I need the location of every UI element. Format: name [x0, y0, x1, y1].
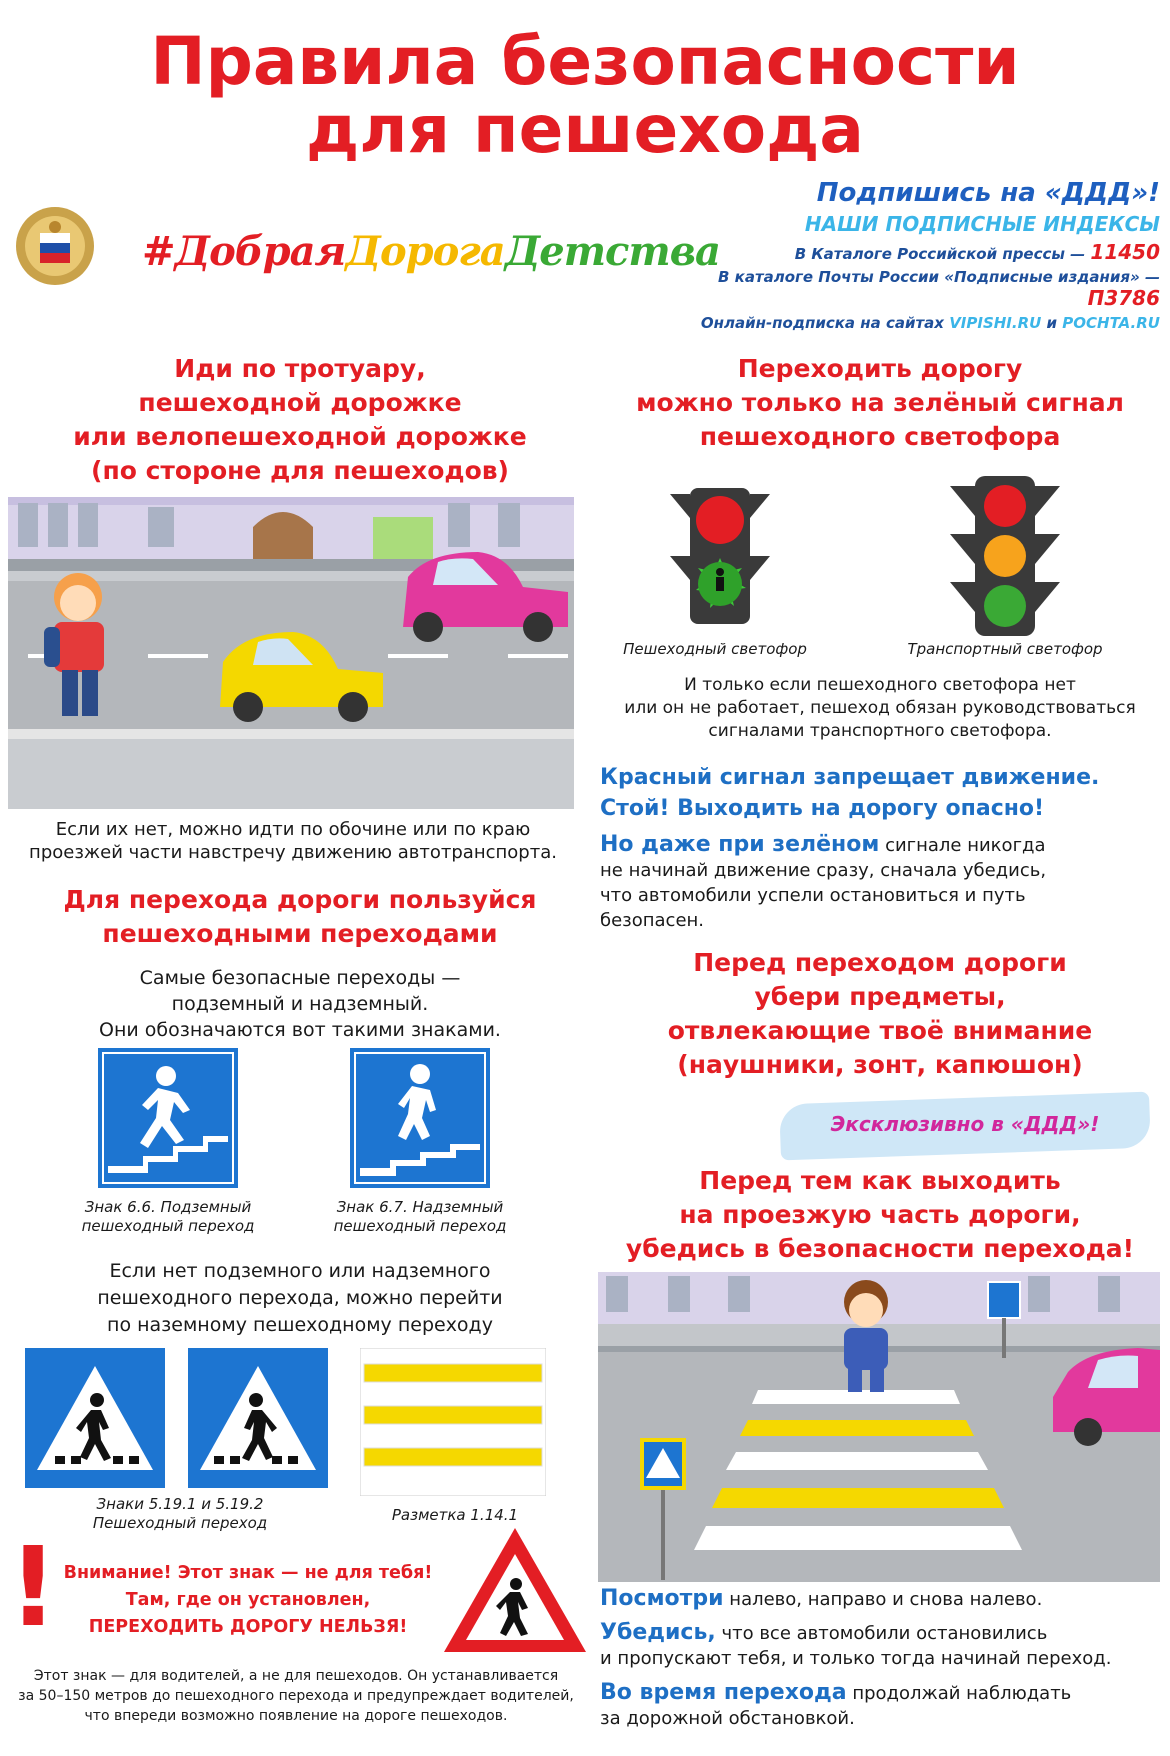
road-note [8, 818, 578, 864]
look-head: Посмотри [600, 1586, 724, 1611]
green-signal-heading-line: Переходить дорогу [737, 354, 1023, 383]
crossings-heading-line: Для перехода дороги пользуйся [63, 885, 537, 914]
hashtag-part-2: Дорога [345, 228, 505, 275]
ground-crossing-text [20, 1258, 580, 1339]
title-line-1: Правила безопасности [150, 23, 1020, 100]
drivers-note-line: Этот знак — для водителей, а не для пешеходов. Он устанавливается [33, 1668, 559, 1684]
sign-66-caption-line: пешеходный переход [81, 1217, 255, 1235]
warning-line: Там, где он установлен, [125, 1590, 371, 1610]
subscribe-line-2-text: В каталоге Почты России «Подписные издания» — [717, 268, 1160, 286]
sidewalk-heading-line: (по стороне для пешеходов) [91, 456, 509, 485]
red-signal-line: Стой! Выходить на дорогу опасно! [600, 796, 1045, 821]
make-sure-head: Убедись, [600, 1620, 716, 1645]
crossings-heading-line: пешеходными переходами [102, 919, 498, 948]
sign-66-caption [68, 1198, 268, 1236]
green-signal-heading-line: можно только на зелёный сигнал [636, 388, 1124, 417]
crossing-illustration [598, 1272, 1160, 1582]
sign-67-caption-line: Знак 6.7. Надземный [336, 1198, 504, 1216]
title-line-2: для пешехода [306, 91, 864, 168]
no-ped-light-note [600, 674, 1160, 743]
marking-caption: Разметка 1.14.1 [391, 1506, 519, 1524]
subscribe-index-1: 11450 [1090, 240, 1160, 264]
site-link-pochta[interactable]: POCHTA.RU [1062, 314, 1160, 332]
drivers-note-line: что впереди возможно появление на дороге пешеходов. [84, 1708, 508, 1724]
warning-line: Внимание! Этот знак — не для тебя! [63, 1563, 433, 1583]
hashtag-part-3: Детства [504, 228, 720, 275]
pedestrian-crossing-sign-1-icon [25, 1348, 165, 1488]
safest-line: Самые безопасные переходы — [139, 967, 461, 989]
green-warning-first-line [600, 832, 1160, 858]
underground-crossing-sign-icon [98, 1048, 238, 1188]
make-sure-text [600, 1620, 1160, 1671]
safety-check-heading-line: Перед тем как выходить [699, 1166, 1061, 1195]
safety-check-heading-line: убедись в безопасности перехода! [625, 1234, 1135, 1263]
exclamation-icon: ! [8, 1523, 59, 1651]
look-text [600, 1586, 1160, 1612]
sign-67-caption [320, 1198, 520, 1236]
distractions-heading [600, 946, 1160, 1082]
make-sure-line-2: и пропускают тебя, и только тогда начинай переход. [600, 1648, 1112, 1669]
sidewalk-heading-line: или велопешеходной дорожке [73, 422, 527, 451]
green-signal-heading [600, 352, 1160, 454]
green-signal-heading-line: пешеходного светофора [699, 422, 1061, 451]
site-link-vipishi[interactable]: VIPISHI.RU [949, 314, 1042, 332]
warning-pedestrian-sign-icon [440, 1524, 590, 1658]
hashtag-part-1: #Добрая [142, 228, 346, 275]
warning-line: ПЕРЕХОДИТЬ ДОРОГУ НЕЛЬЗЯ! [88, 1617, 408, 1637]
distractions-heading-line: отвлекающие твоё внимание [667, 1016, 1093, 1045]
transport-traffic-light-icon [940, 476, 1070, 636]
look-rest: налево, направо и снова налево. [723, 1589, 1043, 1610]
during-line-2: за дорожной обстановкой. [600, 1708, 855, 1729]
ground-line: по наземному пешеходному переходу [107, 1314, 493, 1336]
distractions-heading-line: (наушники, зонт, капюшон) [677, 1050, 1083, 1079]
make-sure-rest: что все автомобили остановились [715, 1623, 1048, 1644]
subscribe-title: Подпишись на «ДДД»! [816, 178, 1160, 208]
road-marking-icon [360, 1348, 546, 1496]
green-warning-text [600, 832, 1160, 933]
transport-light-caption: Транспортный светофор [907, 640, 1103, 658]
gibdd-emblem-icon [14, 205, 96, 287]
hashtag-logo [142, 228, 720, 275]
subscribe-line-3-text: Онлайн-подписка на сайтах [700, 314, 950, 332]
sign-519-caption-line: Пешеходный переход [92, 1514, 268, 1532]
sign-519-caption [60, 1495, 300, 1533]
street-illustration [8, 497, 574, 809]
red-signal-text [600, 762, 1160, 824]
sidewalk-heading-line: Иди по тротуару, [174, 354, 426, 383]
green-warning-line: что автомобили успели остановиться и путь [600, 885, 1026, 906]
note-line: И только если пешеходного светофора нет [684, 675, 1076, 695]
sign-519-caption-line: Знаки 5.19.1 и 5.19.2 [96, 1495, 264, 1513]
green-warning-line: не начинай движение сразу, сначала убедись, [600, 860, 1047, 881]
green-warning-head: Но даже при зелёном [600, 832, 880, 857]
road-note-line: Если их нет, можно идти по обочине или по краю [55, 819, 531, 840]
ground-line: Если нет подземного или надземного [109, 1260, 491, 1282]
subscribe-block [650, 178, 1160, 332]
green-warning-line: безопасен. [600, 910, 705, 931]
road-note-line: проезжей части навстречу движению автотранспорта. [29, 842, 557, 863]
safety-check-heading [600, 1164, 1160, 1266]
subscribe-line-1-text: В Каталоге Российской прессы — [794, 245, 1091, 263]
sidewalk-heading-line: пешеходной дорожке [138, 388, 462, 417]
note-line: сигналами транспортного светофора. [708, 721, 1052, 741]
during-crossing-text [600, 1680, 1160, 1731]
sidewalk-heading [20, 352, 580, 488]
warning-text [58, 1560, 438, 1641]
distractions-heading-line: Перед переходом дороги [693, 948, 1067, 977]
sign-67-caption-line: пешеходный переход [333, 1217, 507, 1235]
subscribe-and: и [1041, 314, 1063, 332]
sign-66-caption-line: Знак 6.6. Подземный [84, 1198, 252, 1216]
subscribe-line-3 [650, 314, 1160, 332]
subscribe-index-2: П3786 [1087, 286, 1160, 310]
note-line: или он не работает, пешеход обязан руководствоваться [624, 698, 1136, 718]
pedestrian-light-caption: Пешеходный светофор [623, 640, 807, 658]
safest-text [20, 965, 580, 1043]
green-warning-rest: сигнале никогда [879, 835, 1046, 856]
crossings-heading [20, 883, 580, 951]
during-rest: продолжай наблюдать [846, 1683, 1072, 1704]
safest-line: Они обозначаются вот такими знаками. [99, 1019, 501, 1041]
red-signal-line: Красный сигнал запрещает движение. [600, 765, 1100, 790]
safest-line: подземный и надземный. [171, 993, 429, 1015]
subscribe-index-label: НАШИ ПОДПИСНЫЕ ИНДЕКСЫ [804, 212, 1160, 236]
exclusive-label: Эксклюзивно в «ДДД»! [830, 1112, 1100, 1136]
drivers-note-line: за 50–150 метров до пешеходного перехода и предупреждает водителей, [18, 1688, 574, 1704]
page-title [0, 23, 1170, 168]
pedestrian-traffic-light-icon [660, 488, 780, 626]
overground-crossing-sign-icon [350, 1048, 490, 1188]
pedestrian-crossing-sign-2-icon [188, 1348, 328, 1488]
distractions-heading-line: убери предметы, [754, 982, 1006, 1011]
ground-line: пешеходного перехода, можно перейти [97, 1287, 503, 1309]
subscribe-line-1 [650, 240, 1160, 264]
drivers-note [6, 1666, 586, 1726]
subscribe-line-2 [650, 268, 1160, 310]
safety-check-heading-line: на проезжую часть дороги, [679, 1200, 1081, 1229]
during-head: Во время перехода [600, 1680, 847, 1705]
